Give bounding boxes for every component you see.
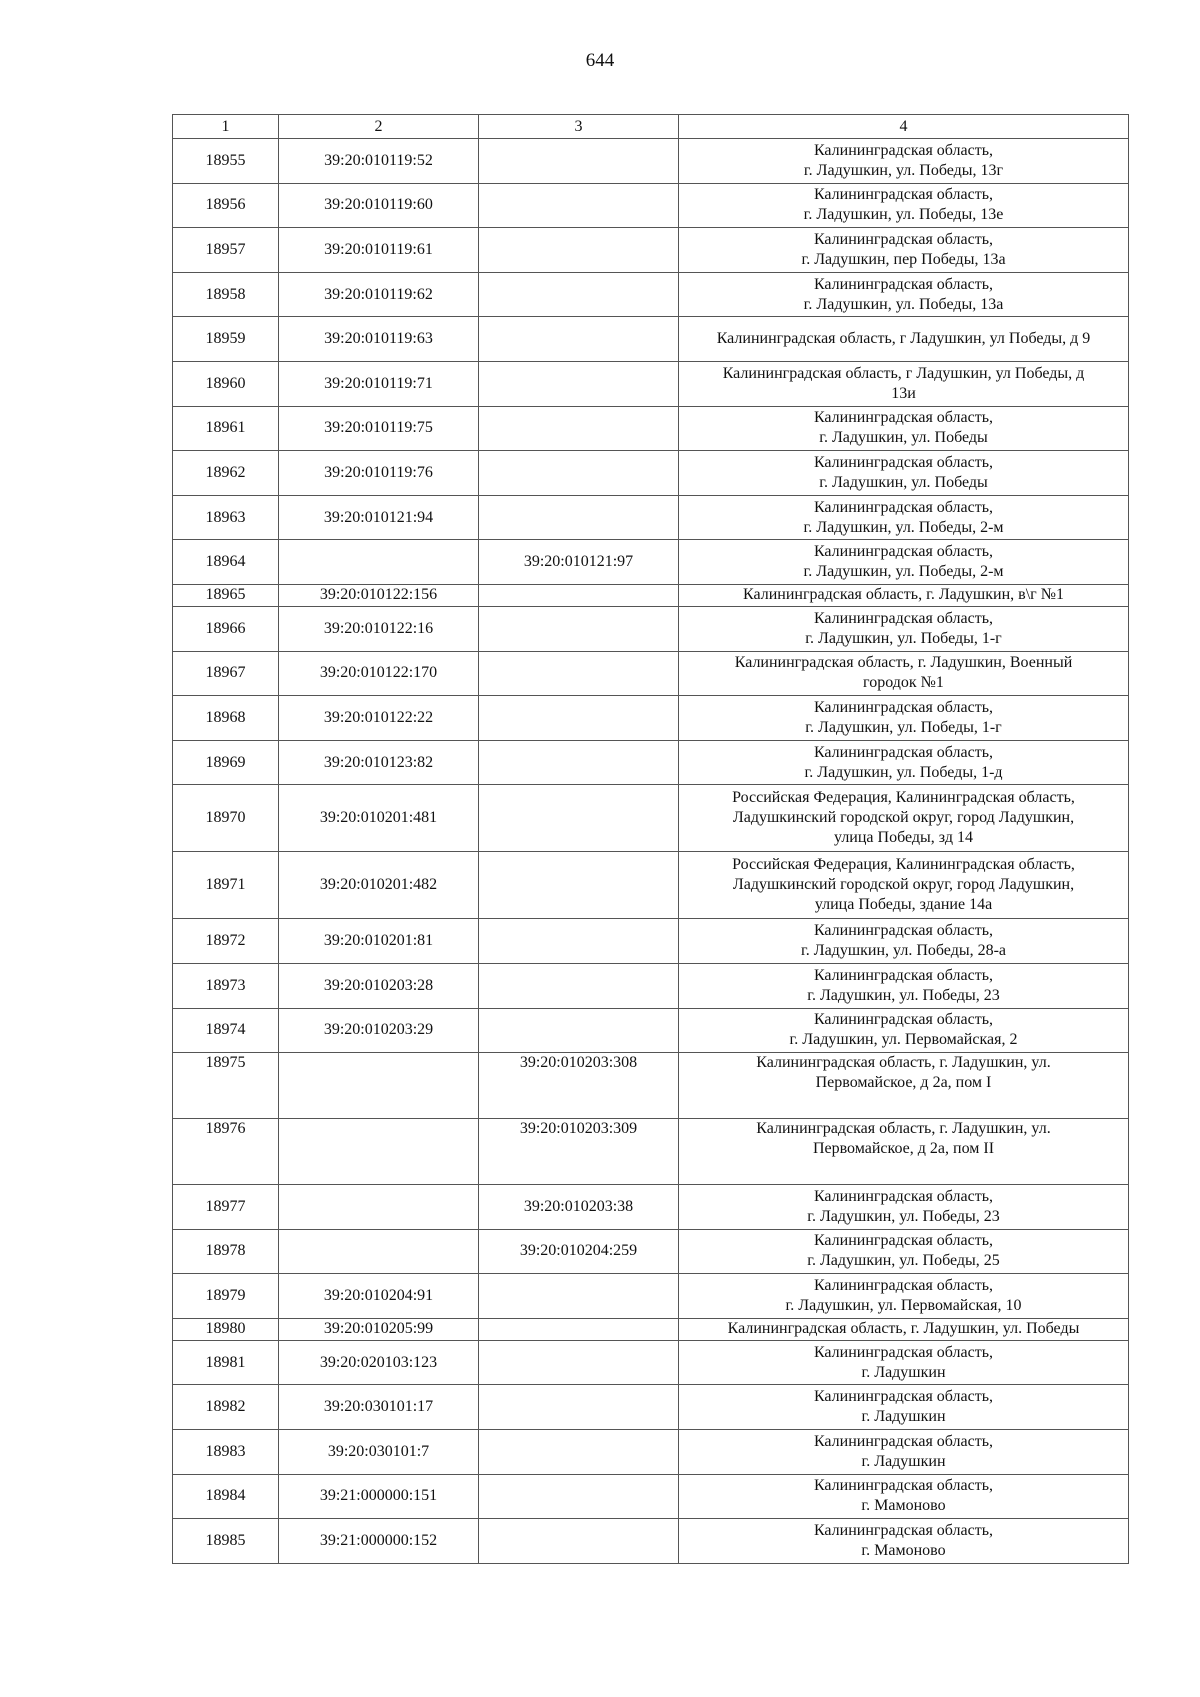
table-row <box>173 1119 1129 1185</box>
table-row <box>173 1519 1129 1564</box>
cadastral-number-cell: 39:20:010119:61 <box>279 228 479 273</box>
related-cadastral-number-cell: 39:20:010203:308 <box>479 1053 679 1119</box>
address-cell: Калининградская область, г. Ладушкин <box>679 1385 1129 1430</box>
number-cell: 18981 <box>173 1340 279 1385</box>
related-cadastral-number-cell: 39:20:010121:97 <box>479 540 679 585</box>
related-cadastral-number-cell <box>479 1430 679 1475</box>
header-cell-4: 4 <box>679 115 1129 139</box>
registry-table <box>172 114 1129 1564</box>
address-cell: Калининградская область, г. Ладушкин, ул. Первомайское, д 2а, пом II <box>679 1119 1129 1185</box>
address-cell: Калининградская область, г. Ладушкин, ул. Победы, 13а <box>679 272 1129 317</box>
cadastral-number-cell: 39:20:010201:481 <box>279 785 479 852</box>
number-cell: 18965 <box>173 584 279 606</box>
table-row <box>173 1340 1129 1385</box>
cadastral-number-cell: 39:20:010119:62 <box>279 272 479 317</box>
related-cadastral-number-cell <box>479 361 679 406</box>
address-cell: Калининградская область, г. Ладушкин, ул. Первомайская, 2 <box>679 1008 1129 1053</box>
related-cadastral-number-cell <box>479 1318 679 1340</box>
address-cell: Калининградская область, г. Ладушкин, ул. Победы, 1-г <box>679 696 1129 741</box>
address-cell: Российская Федерация, Калининградская область, Ладушкинский городской округ, город Ладушкин, улица Победы, здание 14а <box>679 852 1129 919</box>
header-cell-2: 2 <box>279 115 479 139</box>
address-cell: Калининградская область, г. Ладушкин, ул. Победы, 13г <box>679 139 1129 184</box>
cadastral-number-cell: 39:20:010201:482 <box>279 852 479 919</box>
table-row <box>173 495 1129 540</box>
cadastral-number-cell: 39:20:010122:22 <box>279 696 479 741</box>
number-cell: 18962 <box>173 451 279 496</box>
number-cell: 18957 <box>173 228 279 273</box>
related-cadastral-number-cell <box>479 696 679 741</box>
address-cell: Калининградская область, г. Ладушкин, ул. Победы, 28-а <box>679 919 1129 964</box>
number-cell: 18973 <box>173 963 279 1008</box>
number-cell: 18967 <box>173 651 279 696</box>
header-cell-1: 1 <box>173 115 279 139</box>
address-cell: Калининградская область, г. Ладушкин, ул. Победы, 23 <box>679 963 1129 1008</box>
related-cadastral-number-cell <box>479 1519 679 1564</box>
related-cadastral-number-cell: 39:20:010204:259 <box>479 1229 679 1274</box>
number-cell: 18961 <box>173 406 279 451</box>
cadastral-number-cell: 39:20:010122:156 <box>279 584 479 606</box>
table-row <box>173 651 1129 696</box>
number-cell: 18974 <box>173 1008 279 1053</box>
table-row <box>173 1008 1129 1053</box>
number-cell: 18955 <box>173 139 279 184</box>
number-cell: 18980 <box>173 1318 279 1340</box>
table-row <box>173 1185 1129 1230</box>
address-cell: Калининградская область, г. Ладушкин, ул. Победы <box>679 451 1129 496</box>
related-cadastral-number-cell <box>479 1340 679 1385</box>
cadastral-number-cell: 39:20:010205:99 <box>279 1318 479 1340</box>
number-cell: 18976 <box>173 1119 279 1185</box>
address-cell: Калининградская область, г. Ладушкин, ул. Победы, 25 <box>679 1229 1129 1274</box>
address-cell: Калининградская область, г. Ладушкин, ул. Победы, 1-д <box>679 740 1129 785</box>
related-cadastral-number-cell <box>479 495 679 540</box>
page-number: 644 <box>585 50 615 71</box>
table-row <box>173 1229 1129 1274</box>
table-row <box>173 317 1129 362</box>
address-cell: Калининградская область, г. Мамоново <box>679 1519 1129 1564</box>
cadastral-number-cell: 39:20:010122:170 <box>279 651 479 696</box>
cadastral-number-cell <box>279 1053 479 1119</box>
cadastral-number-cell: 39:20:020103:123 <box>279 1340 479 1385</box>
related-cadastral-number-cell <box>479 740 679 785</box>
cadastral-number-cell <box>279 1229 479 1274</box>
table-row <box>173 406 1129 451</box>
table-row <box>173 740 1129 785</box>
address-cell: Калининградская область, г. Ладушкин, ул. Победы <box>679 406 1129 451</box>
cadastral-number-cell: 39:20:010203:28 <box>279 963 479 1008</box>
table-row <box>173 1430 1129 1475</box>
address-cell: Калининградская область, г. Ладушкин, ул. Первомайская, 10 <box>679 1274 1129 1319</box>
cadastral-number-cell: 39:20:010204:91 <box>279 1274 479 1319</box>
table-row <box>173 228 1129 273</box>
table-row <box>173 183 1129 228</box>
number-cell: 18977 <box>173 1185 279 1230</box>
address-cell: Калининградская область, г. Ладушкин, ул. Победы, 13е <box>679 183 1129 228</box>
related-cadastral-number-cell <box>479 1385 679 1430</box>
cadastral-number-cell: 39:20:010119:71 <box>279 361 479 406</box>
cadastral-number-cell: 39:20:010119:63 <box>279 317 479 362</box>
table-row <box>173 1053 1129 1119</box>
table-row <box>173 361 1129 406</box>
registry-table-body <box>173 115 1129 1564</box>
table-row <box>173 606 1129 651</box>
number-cell: 18970 <box>173 785 279 852</box>
cadastral-number-cell: 39:20:010119:60 <box>279 183 479 228</box>
related-cadastral-number-cell <box>479 606 679 651</box>
number-cell: 18985 <box>173 1519 279 1564</box>
related-cadastral-number-cell <box>479 272 679 317</box>
cadastral-number-cell: 39:21:000000:152 <box>279 1519 479 1564</box>
number-cell: 18966 <box>173 606 279 651</box>
cadastral-number-cell: 39:20:010123:82 <box>279 740 479 785</box>
cadastral-number-cell <box>279 1119 479 1185</box>
number-cell: 18963 <box>173 495 279 540</box>
address-cell: Калининградская область, г. Ладушкин, ул. Первомайское, д 2а, пом I <box>679 1053 1129 1119</box>
number-cell: 18979 <box>173 1274 279 1319</box>
related-cadastral-number-cell <box>479 651 679 696</box>
number-cell: 18983 <box>173 1430 279 1475</box>
table-row <box>173 785 1129 852</box>
cadastral-number-cell: 39:20:010121:94 <box>279 495 479 540</box>
related-cadastral-number-cell <box>479 584 679 606</box>
related-cadastral-number-cell <box>479 406 679 451</box>
number-cell: 18968 <box>173 696 279 741</box>
related-cadastral-number-cell: 39:20:010203:309 <box>479 1119 679 1185</box>
number-cell: 18984 <box>173 1474 279 1519</box>
cadastral-number-cell: 39:20:010119:76 <box>279 451 479 496</box>
related-cadastral-number-cell <box>479 1274 679 1319</box>
table-row <box>173 1385 1129 1430</box>
cadastral-number-cell: 39:21:000000:151 <box>279 1474 479 1519</box>
related-cadastral-number-cell <box>479 139 679 184</box>
number-cell: 18972 <box>173 919 279 964</box>
cadastral-number-cell: 39:20:010122:16 <box>279 606 479 651</box>
table-row <box>173 1274 1129 1319</box>
number-cell: 18975 <box>173 1053 279 1119</box>
table-row <box>173 139 1129 184</box>
header-row <box>173 115 1129 139</box>
address-cell: Калининградская область, г. Ладушкин <box>679 1430 1129 1475</box>
related-cadastral-number-cell <box>479 228 679 273</box>
table-row <box>173 696 1129 741</box>
address-cell: Калининградская область, г. Ладушкин, ул. Победы, 2-м <box>679 495 1129 540</box>
cadastral-number-cell: 39:20:010203:29 <box>279 1008 479 1053</box>
table-row <box>173 272 1129 317</box>
address-cell: Калининградская область, г. Ладушкин <box>679 1340 1129 1385</box>
address-cell: Калининградская область, г Ладушкин, ул Победы, д 13и <box>679 361 1129 406</box>
cadastral-number-cell: 39:20:010201:81 <box>279 919 479 964</box>
related-cadastral-number-cell <box>479 1474 679 1519</box>
table-row <box>173 540 1129 585</box>
number-cell: 18959 <box>173 317 279 362</box>
cadastral-number-cell: 39:20:010119:75 <box>279 406 479 451</box>
table-row <box>173 963 1129 1008</box>
related-cadastral-number-cell <box>479 1008 679 1053</box>
related-cadastral-number-cell: 39:20:010203:38 <box>479 1185 679 1230</box>
related-cadastral-number-cell <box>479 963 679 1008</box>
address-cell: Калининградская область, г. Ладушкин, в\г №1 <box>679 584 1129 606</box>
cadastral-number-cell: 39:20:030101:7 <box>279 1430 479 1475</box>
number-cell: 18960 <box>173 361 279 406</box>
table-row <box>173 584 1129 606</box>
number-cell: 18982 <box>173 1385 279 1430</box>
cadastral-number-cell <box>279 1185 479 1230</box>
related-cadastral-number-cell <box>479 183 679 228</box>
related-cadastral-number-cell <box>479 852 679 919</box>
table-row <box>173 451 1129 496</box>
header-cell-3: 3 <box>479 115 679 139</box>
number-cell: 18956 <box>173 183 279 228</box>
address-cell: Калининградская область, г. Мамоново <box>679 1474 1129 1519</box>
number-cell: 18971 <box>173 852 279 919</box>
address-cell: Калининградская область, г. Ладушкин, ул. Победы, 1-г <box>679 606 1129 651</box>
number-cell: 18964 <box>173 540 279 585</box>
related-cadastral-number-cell <box>479 785 679 852</box>
number-cell: 18958 <box>173 272 279 317</box>
number-cell: 18969 <box>173 740 279 785</box>
cadastral-number-cell <box>279 540 479 585</box>
related-cadastral-number-cell <box>479 451 679 496</box>
related-cadastral-number-cell <box>479 317 679 362</box>
table-row <box>173 919 1129 964</box>
table-row <box>173 1318 1129 1340</box>
address-cell: Калининградская область, г. Ладушкин, ул. Победы <box>679 1318 1129 1340</box>
cadastral-number-cell: 39:20:030101:17 <box>279 1385 479 1430</box>
table-row <box>173 1474 1129 1519</box>
address-cell: Российская Федерация, Калининградская область, Ладушкинский городской округ, город Ладушкин, улица Победы, зд 14 <box>679 785 1129 852</box>
table-row <box>173 852 1129 919</box>
related-cadastral-number-cell <box>479 919 679 964</box>
cadastral-number-cell: 39:20:010119:52 <box>279 139 479 184</box>
address-cell: Калининградская область, г. Ладушкин, ул. Победы, 2-м <box>679 540 1129 585</box>
address-cell: Калининградская область, г. Ладушкин, Военный городок №1 <box>679 651 1129 696</box>
address-cell: Калининградская область, г. Ладушкин, пер Победы, 13а <box>679 228 1129 273</box>
address-cell: Калининградская область, г. Ладушкин, ул. Победы, 23 <box>679 1185 1129 1230</box>
number-cell: 18978 <box>173 1229 279 1274</box>
address-cell: Калининградская область, г Ладушкин, ул Победы, д 9 <box>679 317 1129 362</box>
